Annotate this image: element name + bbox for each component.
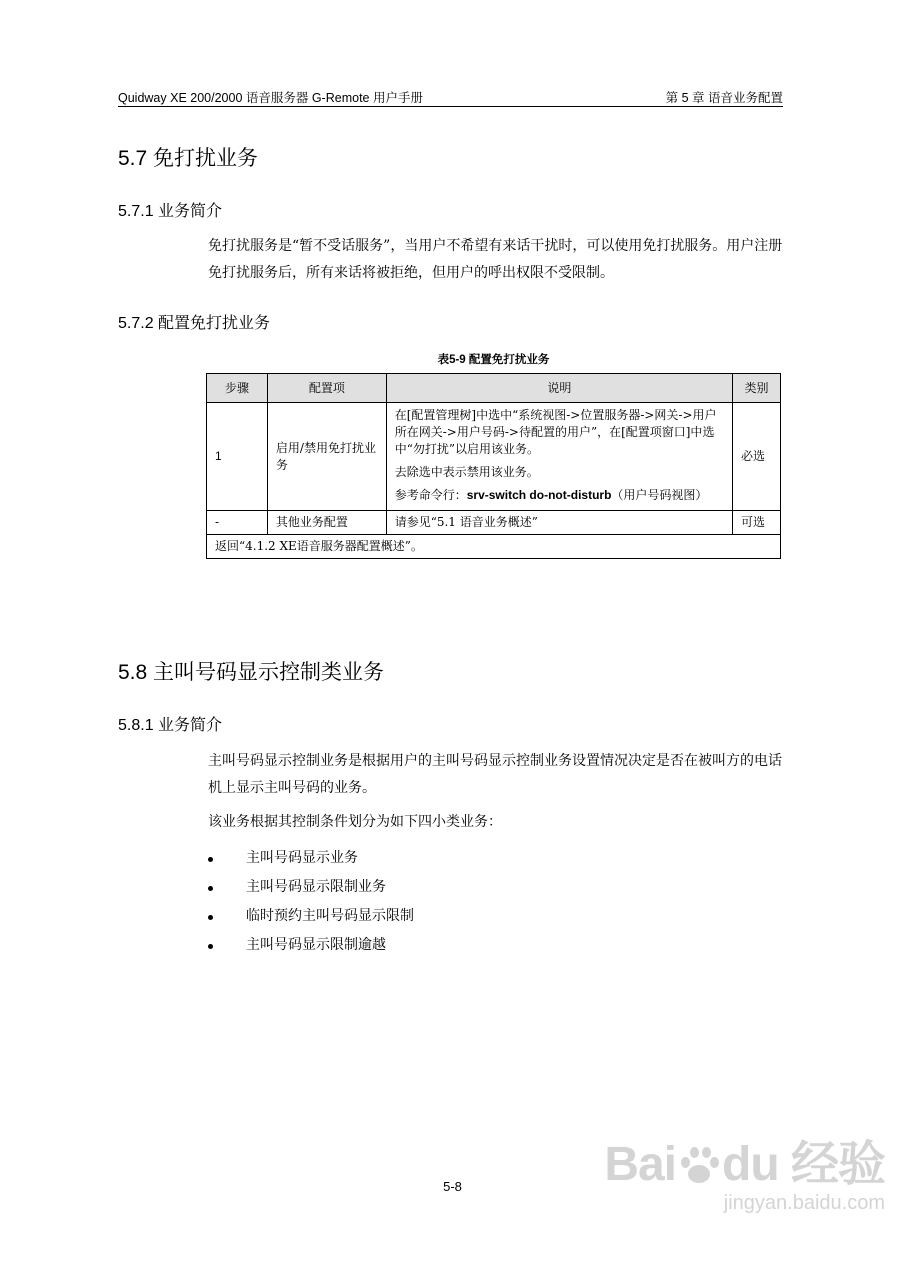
watermark-url: jingyan.baidu.com: [723, 1192, 885, 1214]
paw-icon: [678, 1143, 720, 1187]
table-header-row: [207, 374, 781, 403]
section-5-8-title: 5.8 主叫号码显示控制类业务: [118, 661, 385, 684]
list-item: 主叫号码显示限制逾越: [206, 932, 414, 961]
row1-cmd-prefix: 参考命令行：: [394, 488, 467, 502]
section-5-8-1-body1: 主叫号码显示控制业务是根据用户的主叫号码显示控制业务设置情况决定是否在被叫方的电话机上显示主叫号码的业务。: [208, 753, 782, 796]
row1-desc-line2: 去除选中表示禁用该业务。: [394, 465, 539, 479]
section-5-7-1-title: 5.7.1 业务简介: [118, 203, 223, 220]
row1-step: 1: [207, 403, 268, 511]
row2-type: 可选: [733, 511, 781, 535]
row1-item: 启用/禁用免打扰业务: [267, 403, 386, 511]
bullet-dot-icon: [208, 915, 213, 920]
config-table: [206, 373, 781, 559]
page-number: 5-8: [443, 1179, 462, 1194]
table-footer-row: [207, 535, 781, 559]
header-item: 配置项: [267, 374, 386, 403]
row1-cmd: srv-switch do-not-disturb: [466, 488, 612, 502]
section-5-7-2-title: 5.7.2 配置免打扰业务: [118, 315, 271, 332]
row2-step: -: [207, 511, 268, 535]
row2-desc: 请参见“5.1 语音业务概述”: [386, 511, 732, 535]
header-chapter: 第 5 章 语音业务配置: [665, 91, 783, 105]
bullet-dot-icon: [208, 857, 213, 862]
section-5-7-1-body: 免打扰服务是“暂不受话服务”，当用户不希望有来话干扰时，可以使用免打扰服务。用户注册免打扰服务后，所有来话将被拒绝，但用户的呼出权限不受限制。: [208, 238, 783, 281]
row1-desc: [386, 403, 732, 511]
table-row: [207, 511, 781, 535]
row1-desc-line1: 在[配置管理树]中选中“系统视图->位置服务器->网关->用户所在网关->用户号码->待配置的用户”，在[配置项窗口]中选中“勿打扰”以启用该业务。: [394, 408, 717, 456]
bullet-dot-icon: [208, 944, 213, 949]
list-item: 主叫号码显示业务: [206, 845, 414, 874]
row1-type: 必选: [733, 403, 781, 511]
list-item: 主叫号码显示限制业务: [206, 874, 414, 903]
baidu-watermark: [604, 1140, 885, 1215]
service-list: [206, 845, 414, 961]
page-header: [118, 88, 783, 107]
section-5-8-1-body2: 该业务根据其控制条件划分为如下四小类业务：: [208, 814, 502, 830]
header-type: 类别: [733, 374, 781, 403]
table-caption: 表5-9 配置免打扰业务: [437, 354, 550, 366]
header-step: 步骤: [207, 374, 268, 403]
table-row: [207, 403, 781, 511]
table-footer: 返回“4.1.2 XE语音服务器配置概述”。: [207, 535, 781, 559]
watermark-logo: Bai du 经验: [604, 1138, 885, 1191]
header-title: Quidway XE 200/2000 语音服务器 G-Remote 用户手册: [118, 91, 423, 105]
row1-cmd-suffix: （用户号码视图）: [611, 488, 708, 502]
section-5-8-1-title: 5.8.1 业务简介: [118, 717, 223, 734]
bullet-dot-icon: [208, 886, 213, 891]
row1-desc-line3: [395, 487, 724, 504]
row2-item: 其他业务配置: [267, 511, 386, 535]
header-desc: 说明: [386, 374, 732, 403]
list-item: 临时预约主叫号码显示限制: [206, 903, 414, 932]
section-5-7-title: 5.7 免打扰业务: [118, 147, 259, 170]
